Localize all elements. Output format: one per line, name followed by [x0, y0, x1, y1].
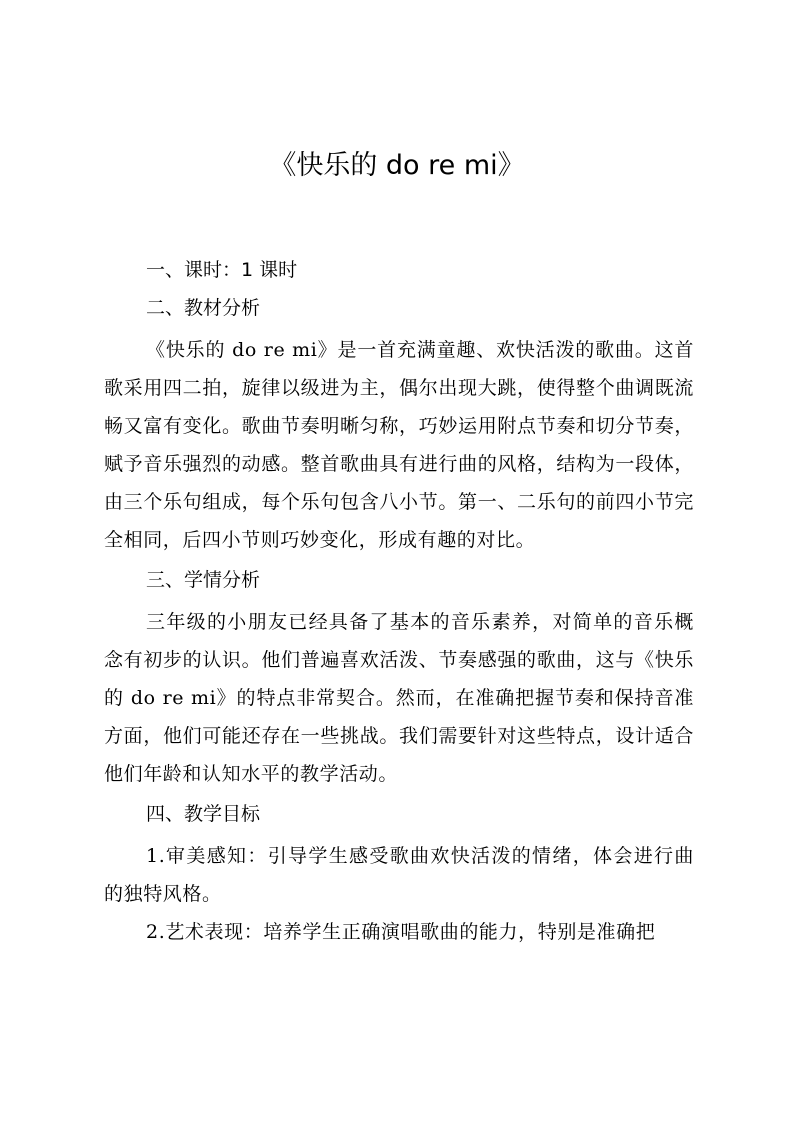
teaching-goal-item-1: 1.审美感知：引导学生感受歌曲欢快活泼的情绪，体会进行曲的独特风格。 [104, 845, 694, 905]
section-heading-material-analysis: 二、教材分析 [146, 297, 261, 319]
teaching-goal-item-2: 2.艺术表现：培养学生正确演唱歌曲的能力，特别是准确把 [146, 921, 656, 943]
section-heading-teaching-goals: 四、教学目标 [146, 803, 261, 825]
section-heading-learner-analysis: 三、学情分析 [146, 569, 261, 591]
learner-analysis-paragraph: 三年级的小朋友已经具备了基本的音乐素养，对简单的音乐概念有初步的认识。他们普遍喜欢活泼、节奏感强的歌曲，这与《快乐的 do re mi》的特点非常契合。然而，在准确把握节奏和保持音准方面，他们可能还存在一些挑战。我们需要针对这些特点，设计适合他们年龄和认知水平的教学活动。 [104, 611, 694, 785]
section-heading-class-hours: 一、课时：1 课时 [146, 259, 298, 281]
document-title: 《快乐的 do re mi》 [269, 150, 525, 181]
document-body [104, 255, 694, 951]
material-analysis-paragraph: 《快乐的 do re mi》是一首充满童趣、欢快活泼的歌曲。这首歌采用四二拍，旋律以级进为主，偶尔出现大跳，使得整个曲调既流畅又富有变化。歌曲节奏明晰匀称，巧妙运用附点节奏和切分节奏，赋予音乐强烈的动感。整首歌曲具有进行曲的风格，结构为一段体，由三个乐句组成，每个乐句包含八小节。第一、二乐句的前四小节完全相同，后四小节则巧妙变化，形成有趣的对比。 [104, 339, 694, 551]
